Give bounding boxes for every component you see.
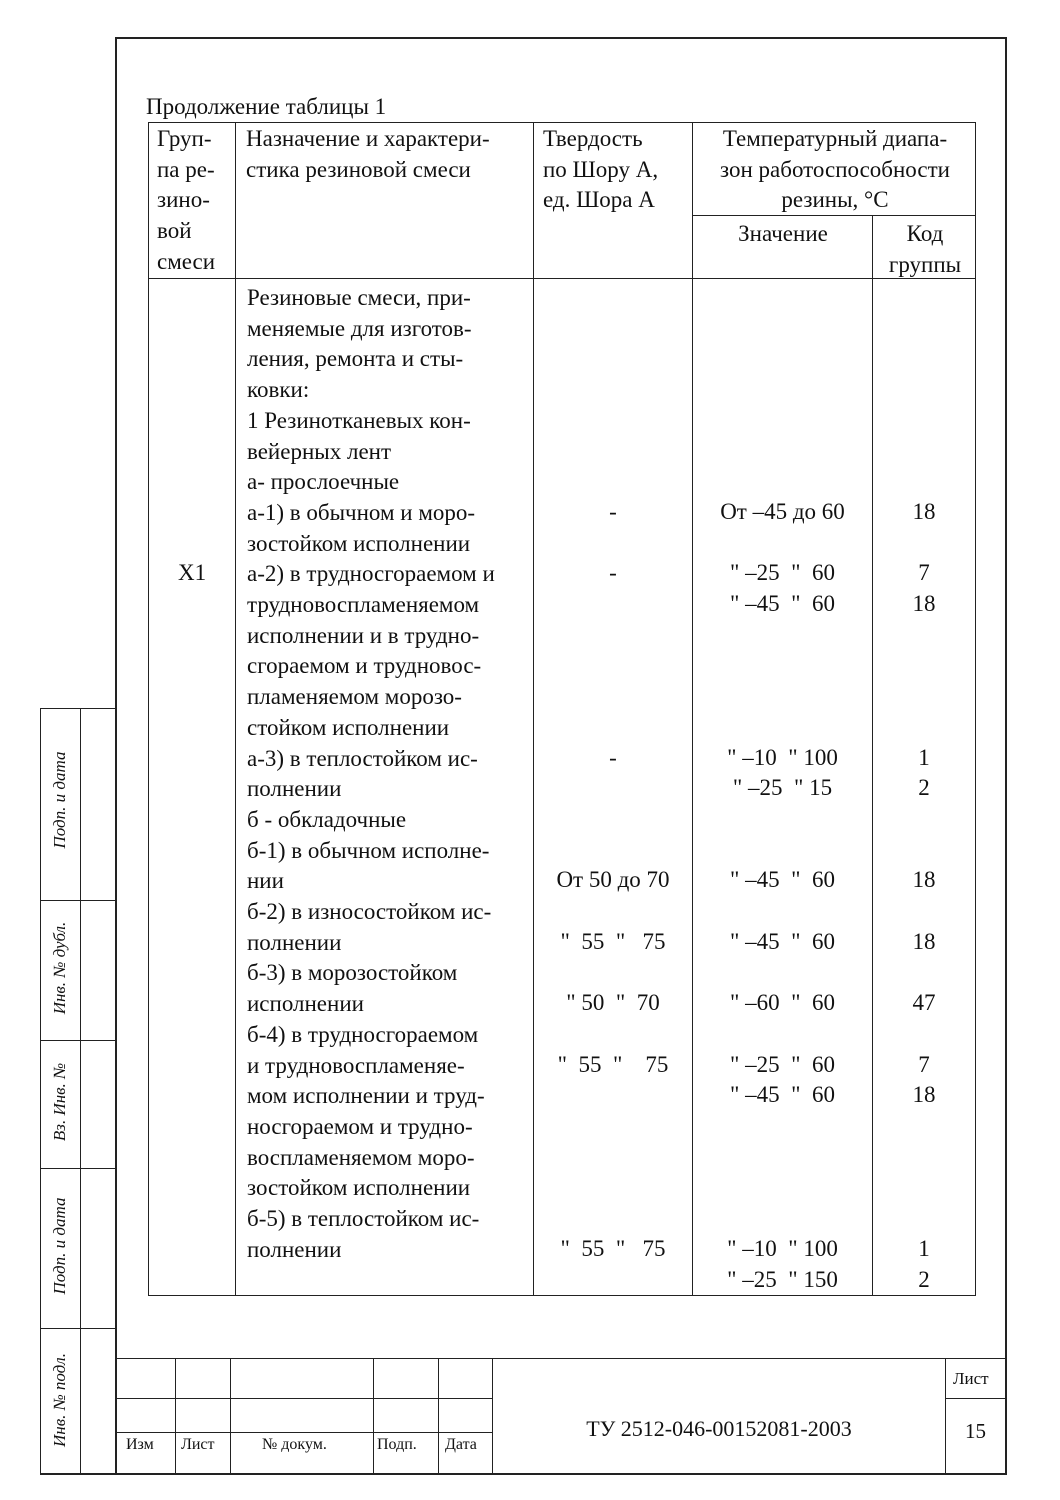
purpose-line: полнении xyxy=(247,929,342,955)
row-value: " –10 " 100 xyxy=(727,744,838,770)
row-code: 47 xyxy=(912,990,936,1016)
purpose-line: меняемые для изготов- xyxy=(247,315,472,341)
row-value: " –25 " 150 xyxy=(727,1266,838,1292)
row-code: 18 xyxy=(912,591,936,617)
purpose-line: зостойком исполнении xyxy=(247,530,471,556)
group-value: Х1 xyxy=(178,560,207,585)
purpose-line: сгораемом и трудновос- xyxy=(247,653,482,679)
stamp-sign: Подп. xyxy=(377,1436,417,1453)
row-hardness: " 50 " 70 xyxy=(566,990,660,1016)
purpose-line: б - обкладочные xyxy=(247,806,407,832)
header-purpose: Назначение и характери- стика резиновой смеси xyxy=(246,126,490,182)
row-value: " –10 " 100 xyxy=(727,1235,838,1261)
row-code: 18 xyxy=(912,928,936,954)
purpose-line: исполнении и в трудно- xyxy=(247,622,480,648)
side-label-inv-no: Вз. Инв. № xyxy=(50,1062,69,1142)
purpose-line: исполнении xyxy=(247,991,364,1017)
purpose-line: а-1) в обычном и моро- xyxy=(247,499,476,525)
purpose-line: 1 Резинотканевых кон- xyxy=(247,407,471,433)
header-value: Значение xyxy=(738,221,828,246)
row-code: 18 xyxy=(912,867,936,893)
row-hardness: " 55 " 75 xyxy=(560,1235,666,1261)
row-hardness: От 50 до 70 xyxy=(556,867,670,893)
header-group: Груп- па ре- зино- вой смеси xyxy=(157,126,216,274)
purpose-line: вейерных лент xyxy=(247,438,392,464)
purpose-line: мом исполнении и труд- xyxy=(247,1083,485,1109)
header-temp-range: Температурный диапа- зон работоспособности резины, °C xyxy=(720,126,950,213)
sheet-number: 15 xyxy=(965,1419,986,1443)
purpose-text xyxy=(247,283,495,1266)
header-code: Код группы xyxy=(888,221,962,277)
row-code: 2 xyxy=(918,775,930,801)
frame-top xyxy=(115,37,1006,39)
purpose-line: ления, ремонта и сты- xyxy=(247,346,464,372)
row-value: " –25 " 60 xyxy=(729,560,836,586)
stamp-date: Дата xyxy=(445,1436,477,1453)
row-value: " –60 " 60 xyxy=(729,990,836,1016)
row-code: 7 xyxy=(918,1051,930,1077)
purpose-line: носгораемом и трудно- xyxy=(247,1113,473,1139)
purpose-line: а-2) в трудносгораемом и xyxy=(247,561,495,587)
row-code: 1 xyxy=(918,744,930,770)
stamp-list: Лист xyxy=(181,1436,215,1453)
stamp-doc-no: № докум. xyxy=(262,1436,327,1453)
frame-right xyxy=(1005,37,1007,1475)
header-hardness: Твердость по Шору А, ед. Шора А xyxy=(543,126,659,213)
row-value: " –25 " 15 xyxy=(732,775,833,801)
purpose-line: пламеняемом морозо- xyxy=(247,684,462,710)
purpose-line: нии xyxy=(247,868,284,894)
sheet-label: Лист xyxy=(953,1369,989,1388)
row-code: 7 xyxy=(918,560,930,586)
row-code: 1 xyxy=(918,1235,930,1261)
purpose-line: полнении xyxy=(247,1236,342,1262)
row-code: 18 xyxy=(912,1082,936,1108)
purpose-line: Резиновые смеси, при- xyxy=(247,285,471,310)
stamp-izm: Изм xyxy=(126,1436,154,1453)
row-code: 2 xyxy=(918,1266,930,1292)
table-caption: Продолжение таблицы 1 xyxy=(146,94,387,119)
row-hardness: - xyxy=(609,560,617,586)
side-label-orig-inv: Инв. № подл. xyxy=(50,1353,69,1447)
purpose-line: ковки: xyxy=(247,377,310,403)
purpose-line: и трудновоспламеняе- xyxy=(247,1052,465,1078)
row-value: " –45 " 60 xyxy=(729,1082,836,1108)
purpose-line: б-5) в теплостойком ис- xyxy=(247,1206,480,1232)
row-value: " –45 " 60 xyxy=(729,928,836,954)
document-designation: ТУ 2512-046-00152081-2003 xyxy=(586,1416,852,1441)
purpose-line: б-2) в износостойком ис- xyxy=(247,899,492,925)
row-hardness: - xyxy=(609,744,617,770)
purpose-line: зостойком исполнении xyxy=(247,1175,471,1201)
purpose-line: б-1) в обычном исполне- xyxy=(247,837,490,863)
purpose-line: б-3) в морозостойком xyxy=(247,960,458,986)
row-code: 18 xyxy=(912,499,936,524)
side-label-sign-date-1: Подп. и дата xyxy=(50,751,69,849)
frame-bottom xyxy=(40,1473,1007,1475)
purpose-line: воспламеняемом моро- xyxy=(247,1144,475,1170)
frame-left xyxy=(115,37,117,1475)
purpose-line: трудновоспламеняемом xyxy=(247,592,480,618)
row-hardness: " 55 " 75 xyxy=(557,1051,669,1077)
side-label-sign-date-2: Подп. и дата xyxy=(50,1197,69,1295)
row-value: " –25 " 60 xyxy=(729,1051,836,1077)
row-hardness: - xyxy=(609,499,617,524)
purpose-line: а-3) в теплостойком ис- xyxy=(247,745,478,771)
side-label-dup-inv: Инв. № дубл. xyxy=(50,921,69,1015)
purpose-line: а- прослоечные xyxy=(247,469,400,495)
row-hardness: " 55 " 75 xyxy=(560,928,666,954)
row-value: От –45 до 60 xyxy=(720,499,845,524)
row-value: " –45 " 60 xyxy=(729,867,836,893)
purpose-line: стойком исполнении xyxy=(247,714,450,740)
row-value: " –45 " 60 xyxy=(729,591,836,617)
purpose-line: полнении xyxy=(247,776,342,802)
purpose-line: б-4) в трудносгораемом xyxy=(247,1021,479,1047)
